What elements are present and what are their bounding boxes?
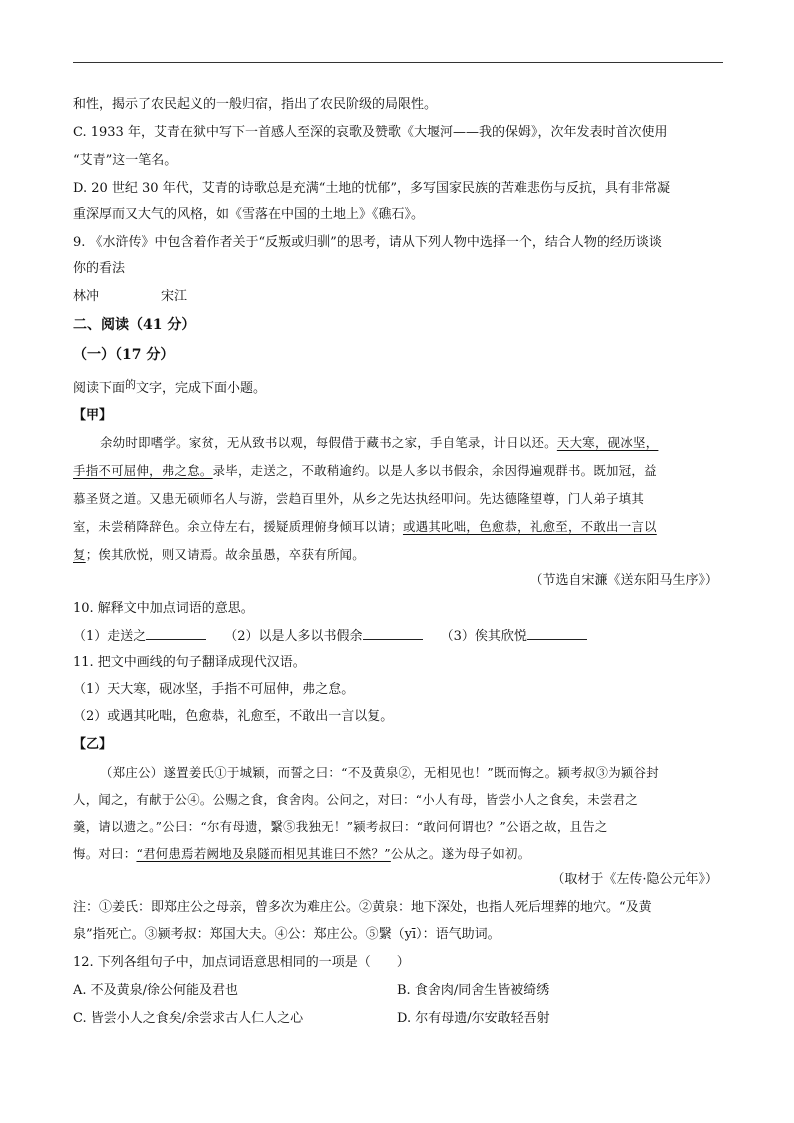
option-song-jiang: 宋江: [161, 289, 188, 304]
q12-option-d[interactable]: D. 尔有母遗/尔安敢轻吾射: [397, 1011, 550, 1026]
subsection-title: （一）（17 分）: [73, 347, 175, 363]
q12-option-c[interactable]: C. 皆尝小人之食矣/余尝求古人仁人之心: [73, 1011, 304, 1026]
passage-jia-line5: [73, 546, 365, 564]
q10-item-1: （1）走送之: [73, 629, 147, 644]
question-11-item2: （2）或遇其叱咄，色愈恭，礼愈至，不敢出一言以复。: [73, 709, 394, 724]
notes-line2: 泉”指死亡。③颍考叔：郑国大夫。④公：郑庄公。⑤繄（yī）：语气助词。: [73, 927, 501, 942]
passage-text: 悔。对曰：: [73, 846, 137, 861]
passage-text: 公从之。遂为母子如初。: [390, 846, 531, 861]
question-11-item1: （1）天大寒，砚冰坚，手指不可屈伸，弗之怠。: [73, 682, 355, 697]
q10-item-3: （3）俟其欣悦: [440, 629, 527, 644]
question-10-stem: 10. 解释文中加点词语的意思。: [73, 601, 254, 616]
instruction-text-end: 文字，完成下面小题。: [136, 381, 267, 396]
answer-blank[interactable]: [363, 627, 423, 640]
answer-blank[interactable]: [146, 627, 206, 640]
passage-text: 室，未尝稍降辞色。余立侍左右，援疑质理俯身倾耳以请；: [73, 519, 403, 534]
q12-option-b[interactable]: B. 食舍肉/同舍生皆被绮绣: [397, 983, 550, 998]
answer-blank[interactable]: [527, 627, 587, 640]
header-rule: [73, 62, 723, 63]
question-9-line2: 你的看法: [73, 261, 126, 276]
question-12-stem: 12. 下列各组句子中，加点词语意思相同的一项是（ ）: [73, 955, 410, 970]
passage-yi-label: 【乙】: [73, 737, 113, 752]
text-line: 和性，揭示了农民起义的一般归宿，指出了农民阶级的局限性。: [73, 97, 438, 112]
underlined-sentence: 或遇其叱咄，色愈恭，礼愈至，不敢出一言以: [402, 519, 657, 534]
passage-jia-label: 【甲】: [73, 408, 113, 423]
question-11-stem: 11. 把文中画线的句子翻译成现代汉语。: [73, 655, 306, 670]
instruction-text: 阅读下面: [73, 381, 126, 396]
passage-yi-line4: [73, 845, 530, 863]
passage-jia-line3: 慕圣贤之道。又患无硕师名人与游，尝趋百里外，从乡之先达执经叩问。先达德隆望尊，门人弟子填其: [73, 491, 645, 506]
underlined-sentence: “君何患焉若阙地及泉隧而相见其谁曰不然？”: [136, 846, 391, 861]
underlined-sentence: 天大寒，砚冰坚，: [556, 435, 659, 450]
underlined-sentence: 手指不可屈伸，弗之怠。: [73, 463, 213, 478]
option-c-line1: C. 1933 年，艾青在狱中写下一首感人至深的哀歌及赞歌《大堰河——我的保姆》，次年发表时首次使用: [73, 125, 668, 140]
passage-yi-line1: （郑庄公）遂置姜氏①于城颖，而誓之曰：“不及黄泉②，无相见也！”既而悔之。颍考叔③为颍谷封: [100, 765, 659, 780]
instruction-text-raised: 的: [125, 378, 137, 391]
question-9-line1: 9. 《水浒传》中包含着作者关于“反叛或归驯”的思考，请从下列人物中选择一个，结合人物的经历谈谈: [73, 235, 662, 250]
passage-text: ；俟其欣悦，则又请焉。故余虽愚，卒获有所闻。: [85, 547, 365, 562]
section-title: 二、阅读（41 分）: [73, 317, 196, 333]
question-10-items: [73, 627, 605, 646]
q12-option-a[interactable]: A. 不及黄泉/徐公何能及君也: [73, 983, 239, 998]
notes-line1: 注：①姜氏：即郑庄公之母亲，曾多次为难庄公。②黄泉：地下深处，也指人死后埋葬的地穴。“及黄: [73, 900, 652, 915]
passage-text: 录毕，走送之，不敢稍逾约。以是人多以书假余，余因得遍观群书。既加冠，益: [212, 463, 657, 478]
reading-instruction: [73, 380, 266, 398]
option-d-line1: D. 20 世纪 30 年代，艾青的诗歌总是充满“土地的忧郁”，多写国家民族的苦难悲伤与反抗，具有非常凝: [73, 181, 670, 196]
passage-jia-line2: [73, 462, 657, 480]
option-d-line2: 重深厚而又大气的风格，如《雪落在中国的土地上》《礁石》。: [73, 207, 425, 222]
passage-jia-line4: [73, 518, 657, 536]
passage-text: 余幼时即嗜学。家贫，无从致书以观，每假借于藏书之家，手自笔录，计日以还。: [100, 435, 557, 450]
passage-yi-line2: 人，闻之，有献于公④。公赐之食，食舍肉。公问之，对曰：“小人有母，皆尝小人之食矣，未尝君之: [73, 792, 639, 807]
q10-item-2: （2）以是人多以书假余: [224, 629, 363, 644]
option-c-line2: “艾青”这一笔名。: [73, 153, 178, 168]
underlined-sentence: 复: [73, 547, 86, 562]
question-9-options: [73, 288, 187, 306]
passage-jia-source: （节选自宋濂《送东阳马生序》）: [529, 573, 718, 588]
passage-jia-line1: [100, 434, 658, 452]
option-lin-chong: 林冲: [73, 289, 100, 304]
passage-yi-line3: 羹，请以遗之。”公曰：“尔有母遗，繄⑤我独无！”颍考叔曰：“敢问何谓也？”公语之故，且告之: [73, 819, 608, 834]
passage-yi-source: （取材于《左传·隐公元年》）: [551, 872, 718, 887]
